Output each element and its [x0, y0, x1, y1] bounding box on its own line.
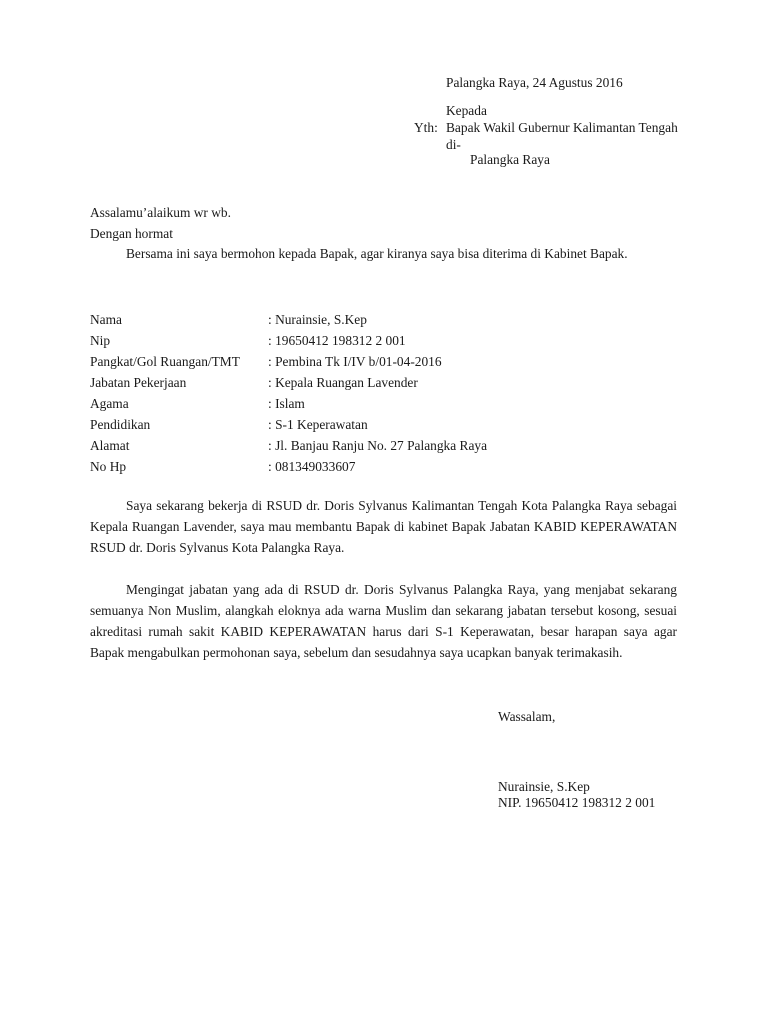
- field-label: Nip: [90, 332, 111, 348]
- field-label: Nama: [90, 311, 122, 327]
- field-row: [90, 372, 487, 393]
- intro-text: Bersama ini saya bermohon kepada Bapak, agar kiranya saya bisa diterima di Kabinet Bapak.: [126, 246, 628, 261]
- kepada-label: Kepada: [446, 103, 487, 118]
- signer-name: Nurainsie, S.Kep: [498, 779, 590, 794]
- field-row: [90, 330, 487, 351]
- field-label: No Hp: [90, 458, 127, 474]
- field-label: Alamat: [90, 437, 130, 453]
- field-value: : Jl. Banjau Ranju No. 27 Palangka Raya: [268, 437, 488, 453]
- closing-wassalam: Wassalam,: [498, 709, 556, 724]
- salutation: Dengan hormat: [90, 226, 173, 241]
- field-value: : Nurainsie, S.Kep: [268, 311, 367, 327]
- recipient-title: Bapak Wakil Gubernur Kalimantan Tengah: [446, 120, 678, 135]
- field-value: : Pembina Tk I/IV b/01-04-2016: [268, 353, 442, 369]
- personal-data-table: [90, 309, 487, 477]
- body-text-2: Mengingat jabatan yang ada di RSUD dr. Doris Sylvanus Palangka Raya, yang menjabat sekarang semuanya Non Muslim, alangkah eloknya ada warna Muslim dan sekarang jabatan tersebut kosong, sesuai akreditasi rumah sakit KABID KEPERAWATAN harus dari S-1 Keperawatan, besar harapan saya agar Bapak mengabulkan permohonan saya, sebelum dan sesudahnya saya ucapkan banyak terimakasih.: [90, 582, 677, 660]
- greeting: Assalamu’alaikum wr wb.: [90, 205, 231, 220]
- field-label: Pangkat/Gol Ruangan/TMT: [90, 353, 240, 369]
- signer-nip: NIP. 19650412 198312 2 001: [498, 795, 656, 810]
- body-text-1: Saya sekarang bekerja di RSUD dr. Doris Sylvanus Kalimantan Tengah Kota Palangka Raya sebagai Kepala Ruangan Lavender, saya mau membantu Bapak di kabinet Bapak Jabatan KABID KEPERAWATAN RSUD dr. Doris Sylvanus Kota Palangka Raya.: [90, 498, 677, 555]
- field-row: [90, 456, 487, 477]
- field-value: : Islam: [268, 395, 305, 411]
- di-label: di-: [446, 137, 461, 152]
- body-paragraph-1: [90, 495, 677, 558]
- field-value: : 081349033607: [268, 458, 356, 474]
- place-date: Palangka Raya, 24 Agustus 2016: [446, 75, 623, 90]
- field-row: [90, 351, 487, 372]
- field-value: : 19650412 198312 2 001: [268, 332, 406, 348]
- recipient-city: Palangka Raya: [470, 152, 550, 167]
- field-row: [90, 414, 487, 435]
- field-row: [90, 393, 487, 414]
- field-value: : Kepala Ruangan Lavender: [268, 374, 418, 390]
- intro-paragraph: [90, 243, 677, 264]
- yth-label: Yth:: [414, 120, 438, 135]
- field-row: [90, 435, 487, 456]
- field-label: Jabatan Pekerjaan: [90, 374, 187, 390]
- field-row: [90, 309, 487, 330]
- field-value: : S-1 Keperawatan: [268, 416, 368, 432]
- field-label: Agama: [90, 395, 129, 411]
- body-paragraph-2: [90, 579, 677, 663]
- field-label: Pendidikan: [90, 416, 151, 432]
